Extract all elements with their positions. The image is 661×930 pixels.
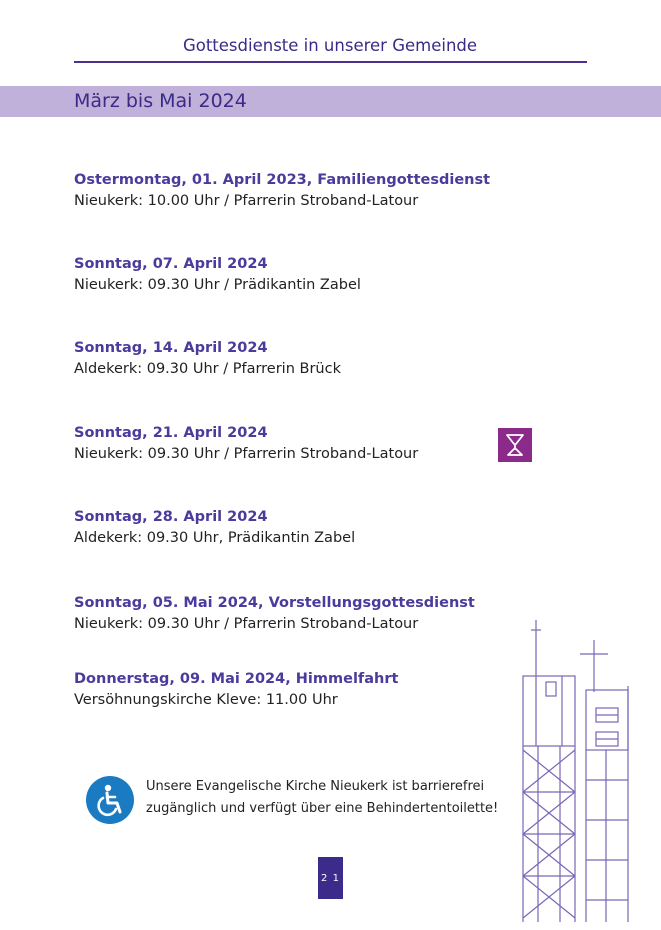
event-detail: Nieukerk: 09.30 Uhr / Prädikantin Zabel	[74, 277, 361, 293]
event-date: Sonntag, 21. April 2024	[74, 425, 268, 441]
event-item	[74, 254, 514, 296]
event-date: Ostermontag, 01. April 2023, Familiengottesdienst	[74, 172, 491, 188]
wheelchair-icon	[86, 776, 134, 824]
chalice-icon	[498, 428, 532, 462]
event-date: Sonntag, 28. April 2024	[74, 509, 268, 525]
church-towers-illustration	[518, 620, 638, 924]
event-date: Sonntag, 07. April 2024	[74, 256, 268, 272]
event-detail: Nieukerk: 09.30 Uhr / Pfarrerin Stroband-Latour	[74, 616, 419, 632]
event-date: Donnerstag, 09. Mai 2024, Himmelfahrt	[74, 671, 399, 687]
event-item	[74, 170, 514, 212]
event-item	[74, 338, 514, 380]
page-header-title: Gottesdienste in unserer Gemeinde	[182, 36, 478, 55]
event-date: Sonntag, 05. Mai 2024, Vorstellungsgottesdienst	[74, 595, 475, 611]
accessibility-note-line: Unsere Evangelische Kirche Nieukerk ist barrierefrei	[146, 779, 485, 794]
event-detail: Versöhnungskirche Kleve: 11.00 Uhr	[74, 692, 338, 708]
accessibility-note	[146, 776, 516, 820]
header-rule	[74, 61, 587, 63]
event-date: Sonntag, 14. April 2024	[74, 340, 268, 356]
event-detail: Nieukerk: 09.30 Uhr / Pfarrerin Stroband-Latour	[74, 446, 419, 462]
event-item	[74, 423, 514, 465]
event-detail: Aldekerk: 09.30 Uhr / Pfarrerin Brück	[74, 361, 341, 377]
page-number: 2 1	[318, 857, 343, 899]
event-item	[74, 669, 514, 711]
section-title: März bis Mai 2024	[74, 90, 247, 112]
event-item	[74, 507, 514, 549]
event-item	[74, 593, 514, 635]
accessibility-note-line: zugänglich und verfügt über eine Behindertentoilette!	[146, 801, 499, 816]
event-detail: Nieukerk: 10.00 Uhr / Pfarrerin Stroband-Latour	[74, 193, 419, 209]
event-detail: Aldekerk: 09.30 Uhr, Prädikantin Zabel	[74, 530, 356, 546]
